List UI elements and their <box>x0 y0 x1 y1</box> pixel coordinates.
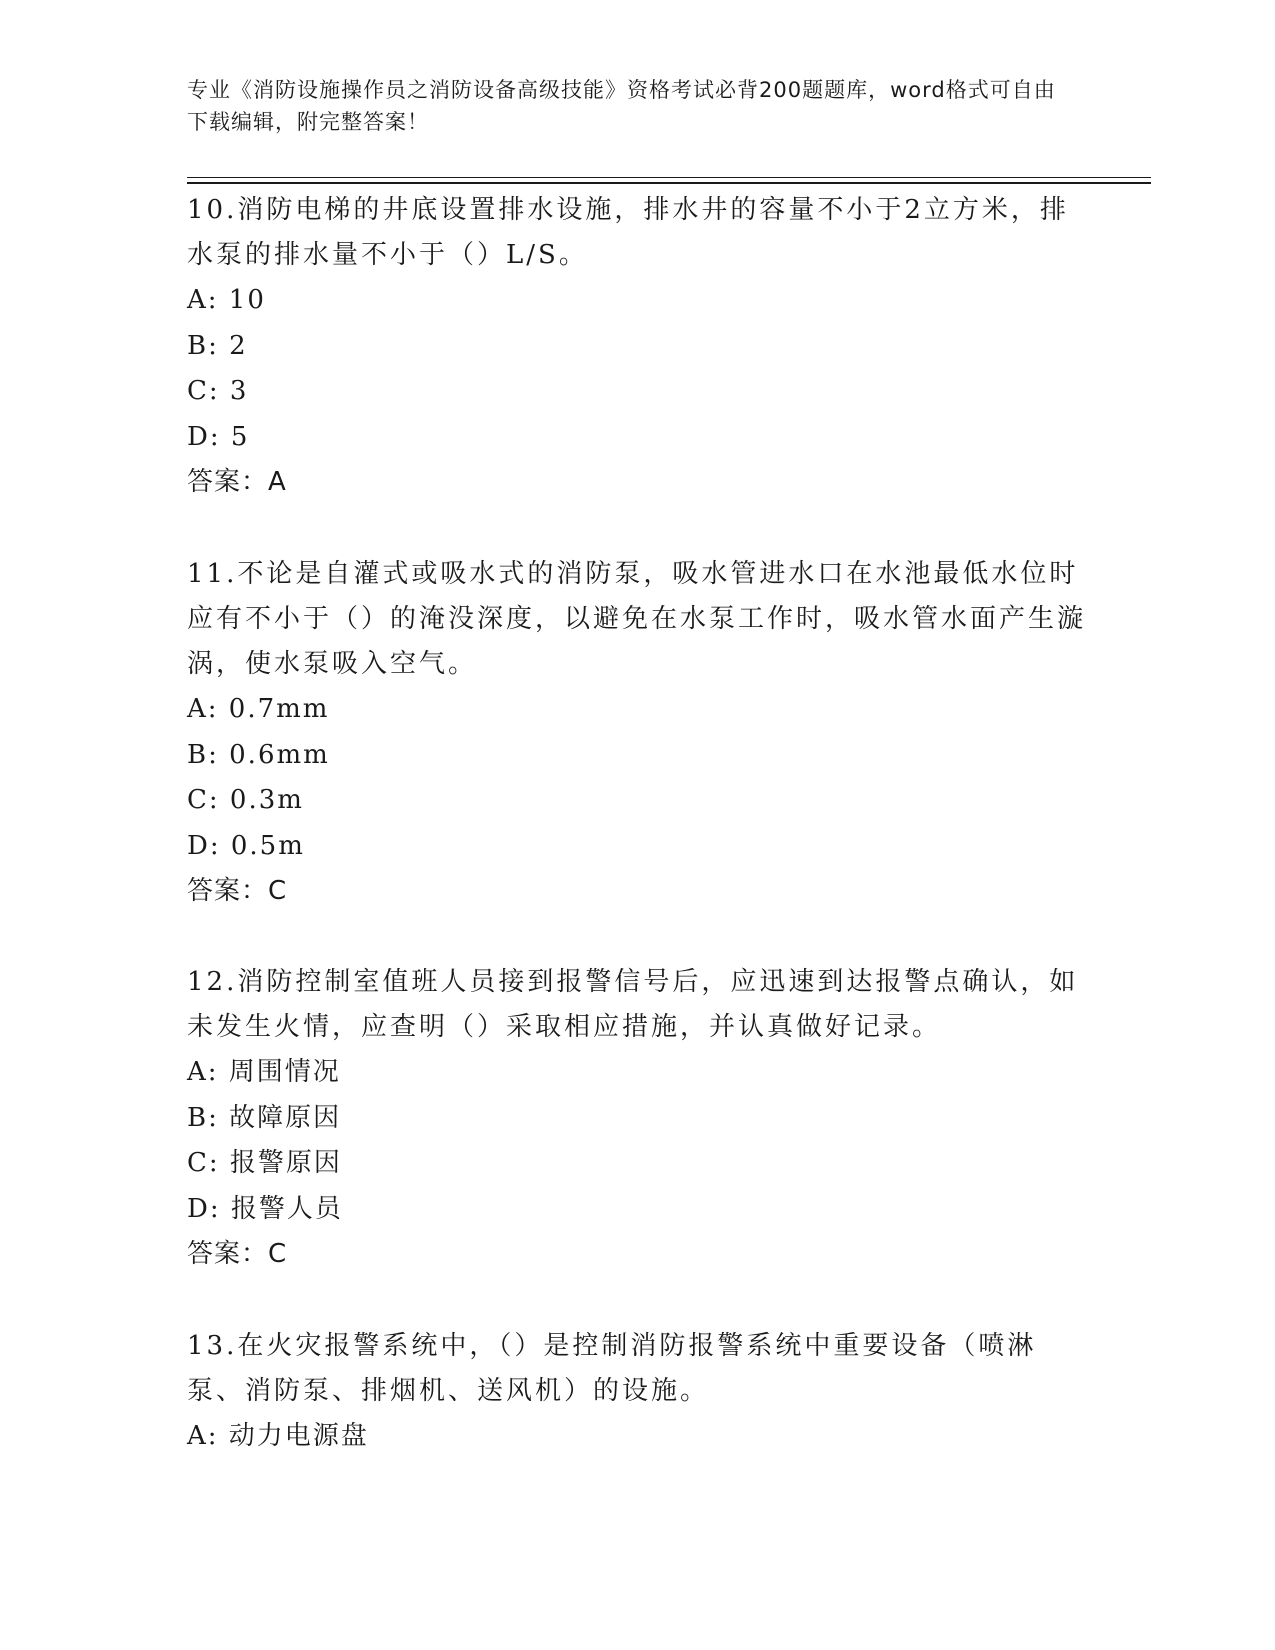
header-divider-thick <box>187 182 1151 184</box>
option-a: A: 10 <box>187 285 266 315</box>
answer: 答案：A <box>187 467 287 497</box>
question-11 <box>187 552 1087 913</box>
option-a: A: 0.7mm <box>187 694 330 724</box>
question-text: 12.消防控制室值班人员接到报警信号后，应迅速到达报警点确认，如未发生火情，应查明（）采取相应措施，并认真做好记录。 <box>187 967 1079 1042</box>
intro-text: 专业《消防设施操作员之消防设备高级技能》资格考试必背200题题库，word格式可自由下载编辑，附完整答案！ <box>187 78 1056 134</box>
question-text: 10.消防电梯的井底设置排水设施，排水井的容量不小于2立方米，排水泵的排水量不小于（）L/S。 <box>187 195 1069 270</box>
option-d: D: 0.5m <box>187 830 305 861</box>
option-c: C: 0.3m <box>187 785 304 815</box>
header-divider-thin <box>187 177 1151 178</box>
option-c: C: 3 <box>187 376 249 406</box>
answer: 答案：C <box>187 1239 288 1269</box>
question-12 <box>187 960 1087 1276</box>
option-c: C: 报警原因 <box>187 1148 342 1178</box>
question-13 <box>187 1324 1087 1460</box>
document-intro <box>187 74 1067 138</box>
answer: 答案：C <box>187 876 288 906</box>
question-text: 13.在火灾报警系统中，（）是控制消防报警系统中重要设备（喷淋泵、消防泵、排烟机、送风机）的设施。 <box>187 1331 1037 1406</box>
question-10 <box>187 188 1087 504</box>
option-b: B: 0.6mm <box>187 739 330 770</box>
option-d: D: 报警人员 <box>187 1193 343 1224</box>
option-b: B: 故障原因 <box>187 1102 342 1133</box>
option-b: B: 2 <box>187 330 248 361</box>
question-text: 11.不论是自灌式或吸水式的消防泵，吸水管进水口在水池最低水位时应有不小于（）的淹没深度，以避免在水泵工作时，吸水管水面产生漩涡，使水泵吸入空气。 <box>187 559 1087 679</box>
option-d: D: 5 <box>187 421 250 452</box>
option-a: A: 周围情况 <box>187 1057 341 1087</box>
option-a: A: 动力电源盘 <box>187 1421 369 1451</box>
